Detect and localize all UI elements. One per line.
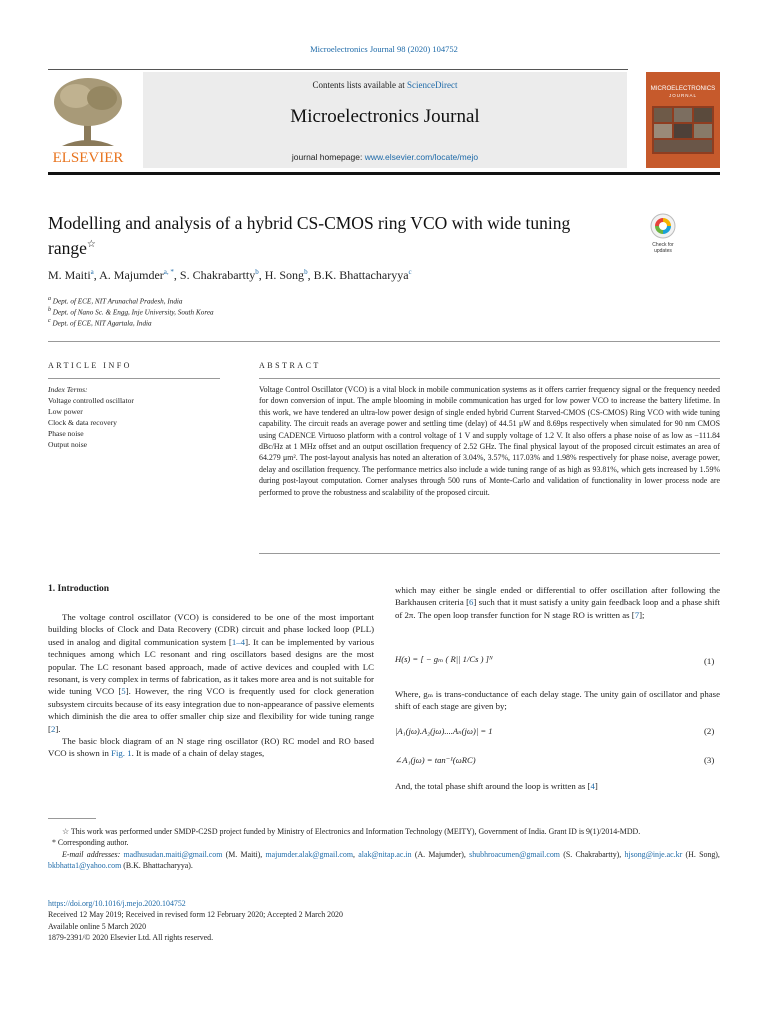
copyright-line: 1879-2391/© 2020 Elsevier Ltd. All rights reserved. <box>48 932 214 942</box>
intro-right-paragraph: And, the total phase shift around the loop is written as [4] <box>395 781 598 791</box>
citation-link[interactable]: 5 <box>121 686 126 697</box>
section-heading-introduction: 1. Introduction <box>48 584 110 594</box>
crossmark-icon <box>646 212 680 256</box>
citation-link[interactable]: 7 <box>634 609 640 620</box>
keyword: Voltage controlled oscillator <box>48 396 134 405</box>
intro-left-column <box>48 611 374 760</box>
section-divider <box>48 341 720 342</box>
sciencedirect-link[interactable]: ScienceDirect <box>407 80 458 90</box>
title-footnote-mark[interactable]: ☆ <box>86 239 96 250</box>
svg-text:ELSEVIER: ELSEVIER <box>52 150 124 166</box>
elsevier-logo <box>48 72 128 166</box>
author-name: H. Song <box>264 268 305 282</box>
abstract-heading: ABSTRACT <box>259 361 321 370</box>
author-name: M. Maiti <box>48 268 91 282</box>
intro-right-paragraph: Where, gₘ is trans-conductance of each delay stage. The unity gain of oscillator and phase shift of each stage are given by; <box>395 689 720 712</box>
abstract-text: Voltage Control Oscillator (VCO) is a vital block in mobile communication systems as it offers carrier frequency signal or the frequency needed for down conversion of input. The ample blooming in mobile communication has urged for low power VCO to increase the battery lifetime. In this work, we have tendered an ultra-low power design of single ended hybrid Current Starved-CMOS (CS-CMOS) Ring VCO with wide tuning capability. The circuit reads an average power and settling time (delay) of 44.51 μW and 8.69ps respectively when simulated for 90 nm CMOS using CADENCE Virtuoso platform with a control voltage of 1 V and supply voltage of 1.2 V. It also offers a phase noise of as low as −111.84 dBc/Hz at 1 MHz offset and an output oscillation frequency of 2.52 GHz. The final physical layout of the proposed circuit estimates an area of 64.279 μm². The post-layout analysis has noted an alteration of 3.04%, 3.57%, 117.03% and 1.98% respectively for phase noise, average power, delay and oscillation frequency. The performance metrics also include a wide tuning range of as high as 93.81%, which gets increased by 1.59% during post-layout computation. Corner analyses through 500 runs of Monte-Carlo and validation of functionality in lower process node are performed to prove the robustness and scalability of the proposed circuit. <box>259 385 720 497</box>
paragraph: The voltage control oscillator (VCO) is considered to be one of the most important building blocks of Clock and Data Recovery (CDR) circuit and phase locked loop (PLL) used in analog and digital communication system [1–4]. It can be implemented by various techniques among which LC resonant and ring oscillators based designs are the most popular. The LC resonant based approach, made of active devices and coupled with LC resonant, is very complex in terms of fabrication, as it takes more area and is not suitable for wide tuning VCO [5]. However, the ring VCO is frequently used for clock generation subsystem circuits because of its easy integration due to non-appearance of passive elements which diminish the die area to offer smaller chip size and flexibility for wide tuning range [2]. <box>48 612 375 734</box>
journal-title: Microelectronics Journal <box>290 106 480 127</box>
abstract-bottom-divider <box>259 553 720 554</box>
author-name: A. Majumder <box>99 268 164 282</box>
keywords-block <box>48 384 238 450</box>
paper-title: Modelling and analysis of a hybrid CS-CMOS ring VCO with wide tuning range☆ <box>48 213 571 258</box>
check-for-updates-badge[interactable] <box>646 212 680 256</box>
author-affiliation-mark[interactable]: b <box>304 268 308 276</box>
publication-info <box>48 898 720 943</box>
email-link[interactable]: majumder.alak@gmail.com <box>265 849 353 859</box>
doi-link[interactable]: https://doi.org/10.1016/j.mejo.2020.104752 <box>48 899 186 908</box>
abstract-divider <box>259 378 720 379</box>
author-affiliation-mark[interactable]: b <box>255 268 259 276</box>
journal-homepage: journal homepage: www.elsevier.com/locate/mejo <box>291 152 479 162</box>
header-divider <box>48 69 628 70</box>
affiliation: $^b$ Dept. of Nano Sc. & Engg, Inje University, South Korea <box>48 307 214 317</box>
email-link[interactable]: hjsong@inje.ac.kr <box>624 849 683 859</box>
intro-right-paragraph: which may either be single ended or differential to offer oscillation after following the Barkhausen criteria [6] such that it must satisfy a unity gain feedback loop and a phase shift of 2π. The open loop transfer function for N stage RO is written as [7]; <box>395 585 720 620</box>
email-link[interactable]: alak@nitap.ac.in <box>358 849 412 859</box>
article-info-divider <box>48 378 220 379</box>
equation-2: |A₁(jω).A₂(jω)....Aₙ(jω)| = 1 <box>395 726 493 736</box>
received-dates: Received 12 May 2019; Received in revised form 12 February 2020; Accepted 2 March 2020 <box>48 910 343 920</box>
affiliation: $^a$ Dept. of ECE, NIT Arunachal Pradesh, India <box>48 296 183 306</box>
author-list: M. Maiti$^a$, A. Majumder$^{a, *}$, S. Chakrabartty$^b$, H. Song$^b$, B.K. Bhattacharyya$^c$ <box>48 268 412 282</box>
author-name: B.K. Bhattacharyya <box>313 268 409 282</box>
equation-number: (2) <box>704 726 715 736</box>
homepage-link[interactable]: www.elsevier.com/locate/mejo <box>364 152 479 162</box>
author-affiliation-mark[interactable]: a <box>90 268 94 276</box>
svg-text:MICROELECTRONICS: MICROELECTRONICS <box>650 85 716 92</box>
keyword: Phase noise <box>48 429 84 438</box>
available-online-date: Available online 5 March 2020 <box>48 921 147 931</box>
contents-availability: Contents lists available at ScienceDirect <box>312 80 458 90</box>
keywords-label: Index Terms: <box>48 385 88 394</box>
header-thick-divider <box>48 172 720 175</box>
author-name: S. Chakrabartty <box>179 268 256 282</box>
affiliation: $^c$ Dept. of ECE, NIT Agartala, India <box>48 318 152 328</box>
keyword: Low power <box>48 407 83 416</box>
email-link[interactable]: madhusudan.maiti@gmail.com <box>123 849 223 859</box>
author-affiliation-mark[interactable]: c <box>408 268 412 276</box>
author-affiliation-mark[interactable]: a, * <box>163 268 174 276</box>
equation-1: H(s) = [ − gₘ ( R|| 1/Cs ) ]ᴺ <box>395 654 493 664</box>
equation-number: (3) <box>704 755 715 765</box>
citation-link[interactable]: 4 <box>590 781 595 791</box>
citation-link[interactable]: 2 <box>50 723 56 734</box>
svg-text:updates: updates <box>654 248 672 254</box>
corresponding-author-note: * Corresponding author. <box>52 838 129 848</box>
citation-link[interactable]: 1–4 <box>231 636 246 647</box>
article-info-heading: ARTICLE INFO <box>48 361 132 370</box>
footnotes <box>48 826 720 871</box>
elsevier-tree-icon <box>48 72 128 166</box>
email-link[interactable]: bkbhatta1@yahoo.com <box>48 860 122 870</box>
keyword: Output noise <box>48 440 88 449</box>
journal-reference[interactable]: Microelectronics Journal 98 (2020) 104752 <box>310 44 458 54</box>
journal-cover-thumbnail[interactable] <box>646 72 720 168</box>
paragraph: The basic block diagram of an N stage ring oscillator (RO) RC model and RO based VCO is shown in Fig. 1. It is made of a chain of delay stages, <box>48 736 374 759</box>
figure-link[interactable]: Fig. 1 <box>111 748 132 759</box>
svg-text:JOURNAL: JOURNAL <box>668 93 698 98</box>
equation-number: (1) <box>704 656 715 666</box>
footnote-divider <box>48 818 96 819</box>
keyword: Clock & data recovery <box>48 418 117 427</box>
svg-text:Check for: Check for <box>652 242 674 248</box>
email-link[interactable]: shubhroacumen@gmail.com <box>469 849 560 859</box>
equation-3: ∠A₁(jω) = tan⁻¹(ωRC) <box>395 755 476 765</box>
funding-footnote: ☆ This work was performed under SMDP-C2SD project funded by Ministry of Electronics and Information Technology (MEITY), Government of India. Grant ID is 9(1)/2014-MDD. <box>62 827 641 836</box>
email-addresses: E-mail addresses: madhusudan.maiti@gmail.com (M. Maiti), majumder.alak@gmail.com, alak@nitap.ac.in (A. Majumder), shubhroacumen@gmail.com (S. Chakrabartty), hjsong@inje.ac.kr (H. Song), bkbhatta1@yahoo.com (B.K. Bhattacharyya). <box>48 849 720 870</box>
citation-link[interactable]: 6 <box>469 597 474 608</box>
